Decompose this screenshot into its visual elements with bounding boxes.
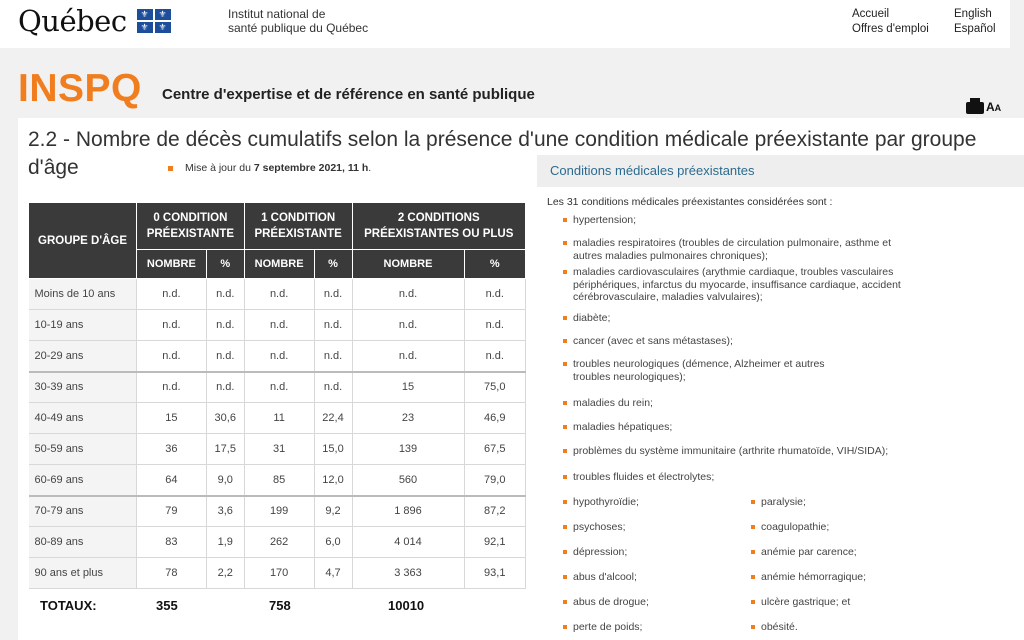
value-cell: 17,5 xyxy=(206,434,244,465)
value-cell: n.d. xyxy=(352,310,464,341)
table-row xyxy=(29,558,526,589)
value-cell: 15,0 xyxy=(314,434,352,465)
age-group-cell: 60-69 ans xyxy=(29,465,137,496)
value-cell: 6,0 xyxy=(314,527,352,558)
table-row xyxy=(29,496,526,527)
link-accueil[interactable]: Accueil xyxy=(852,8,890,20)
condition-item: psychoses; xyxy=(573,521,626,533)
value-cell: 92,1 xyxy=(464,527,526,558)
condition-item: obésité. xyxy=(761,621,798,633)
condition-item: hypothyroïdie; xyxy=(573,496,639,508)
value-cell: n.d. xyxy=(137,310,207,341)
value-cell: 67,5 xyxy=(464,434,526,465)
value-cell: 31 xyxy=(244,434,314,465)
age-group-cell: 90 ans et plus xyxy=(29,558,137,589)
value-cell: 170 xyxy=(244,558,314,589)
value-cell: 15 xyxy=(352,372,464,403)
condition-item: paralysie; xyxy=(761,496,806,508)
age-group-cell: Moins de 10 ans xyxy=(29,279,137,310)
value-cell: n.d. xyxy=(464,310,526,341)
age-group-cell: 10-19 ans xyxy=(29,310,137,341)
value-cell: 262 xyxy=(244,527,314,558)
table-row xyxy=(29,372,526,403)
value-cell: n.d. xyxy=(137,372,207,403)
deaths-table xyxy=(28,202,526,589)
condition-item: coagulopathie; xyxy=(761,521,830,533)
header-2-conditions: 2 CONDITIONS PRÉEXISTANTES OU PLUS xyxy=(352,203,526,250)
condition-item: abus d'alcool; xyxy=(573,571,637,583)
value-cell: 1 896 xyxy=(352,496,464,527)
total-2-conditions: 10010 xyxy=(388,598,425,613)
value-cell: n.d. xyxy=(206,279,244,310)
value-cell: 3,6 xyxy=(206,496,244,527)
value-cell: n.d. xyxy=(244,310,314,341)
value-cell: 46,9 xyxy=(464,403,526,434)
condition-item: diabète; xyxy=(573,312,893,325)
condition-item: abus de drogue; xyxy=(573,596,649,608)
value-cell: 83 xyxy=(137,527,207,558)
condition-item: maladies du rein; xyxy=(573,397,893,410)
quebec-wordmark: Québec xyxy=(18,4,127,38)
value-cell: 11 xyxy=(244,403,314,434)
bullet-icon xyxy=(168,166,173,171)
condition-item: perte de poids; xyxy=(573,621,643,633)
value-cell: n.d. xyxy=(314,341,352,372)
link-espanol[interactable]: Español xyxy=(954,23,996,35)
value-cell: n.d. xyxy=(137,341,207,372)
value-cell: 199 xyxy=(244,496,314,527)
quebec-logo[interactable] xyxy=(18,4,171,38)
value-cell: 9,2 xyxy=(314,496,352,527)
value-cell: n.d. xyxy=(464,341,526,372)
value-cell: n.d. xyxy=(244,341,314,372)
link-offres-emploi[interactable]: Offres d'emploi xyxy=(852,23,929,35)
font-size-toggle[interactable]: AA xyxy=(986,100,1002,114)
value-cell: 23 xyxy=(352,403,464,434)
value-cell: 64 xyxy=(137,465,207,496)
inspq-logo[interactable]: INSPQ xyxy=(18,67,142,110)
value-cell: 12,0 xyxy=(314,465,352,496)
table-row xyxy=(29,310,526,341)
condition-item: troubles neurologiques (démence, Alzheimer et autres troubles neurologiques); xyxy=(573,358,833,383)
value-cell: n.d. xyxy=(206,341,244,372)
value-cell: n.d. xyxy=(137,279,207,310)
value-cell: n.d. xyxy=(314,310,352,341)
value-cell: 36 xyxy=(137,434,207,465)
value-cell: 1,9 xyxy=(206,527,244,558)
value-cell: 30,6 xyxy=(206,403,244,434)
value-cell: n.d. xyxy=(244,279,314,310)
value-cell: 87,2 xyxy=(464,496,526,527)
condition-item: maladies cardiovasculaires (arythmie cardiaque, troubles vasculaires périphériques, infarctus du myocarde, insuffisance cardiaque, accident cérébrovasculaire, maladies valvulaires); xyxy=(573,266,933,304)
table-row xyxy=(29,527,526,558)
condition-item: maladies hépatiques; xyxy=(573,421,893,434)
age-group-cell: 20-29 ans xyxy=(29,341,137,372)
age-group-cell: 50-59 ans xyxy=(29,434,137,465)
value-cell: 22,4 xyxy=(314,403,352,434)
sidebar-intro: Les 31 conditions médicales préexistantes considérées sont : xyxy=(547,196,833,208)
subheader-pct: % xyxy=(206,250,244,279)
value-cell: n.d. xyxy=(352,341,464,372)
subheader-nombre: NOMBRE xyxy=(137,250,207,279)
header-1-condition: 1 CONDITION PRÉEXISTANTE xyxy=(244,203,352,250)
value-cell: n.d. xyxy=(206,310,244,341)
value-cell: n.d. xyxy=(314,279,352,310)
inspq-tagline: Centre d'expertise et de référence en santé publique xyxy=(162,86,535,103)
print-icon[interactable] xyxy=(966,102,984,114)
value-cell: 75,0 xyxy=(464,372,526,403)
condition-item: dépression; xyxy=(573,546,628,558)
age-group-cell: 40-49 ans xyxy=(29,403,137,434)
value-cell: 85 xyxy=(244,465,314,496)
fleur-de-lys-flag-icon: ⚜ ⚜ ⚜ ⚜ xyxy=(137,9,171,33)
subheader-pct: % xyxy=(464,250,526,279)
table-row xyxy=(29,465,526,496)
table-row xyxy=(29,341,526,372)
table-row xyxy=(29,434,526,465)
condition-item: hypertension; xyxy=(573,214,893,227)
institute-name[interactable]: Institut national de santé publique du Québec xyxy=(228,7,369,35)
top-links-left xyxy=(852,7,929,37)
value-cell: 2,2 xyxy=(206,558,244,589)
value-cell: 93,1 xyxy=(464,558,526,589)
value-cell: 139 xyxy=(352,434,464,465)
header-age-group: GROUPE D'ÂGE xyxy=(29,203,137,279)
total-0-condition: 355 xyxy=(156,598,178,613)
condition-item: anémie hémorragique; xyxy=(761,571,867,583)
value-cell: n.d. xyxy=(352,279,464,310)
condition-item: maladies respiratoires (troubles de circulation pulmonaire, asthme et autres maladies pulmonaires chroniques); xyxy=(573,237,892,262)
age-group-cell: 70-79 ans xyxy=(29,496,137,527)
table-row xyxy=(29,279,526,310)
value-cell: 4 014 xyxy=(352,527,464,558)
condition-item: troubles fluides et électrolytes; xyxy=(573,471,893,484)
sidebar-title: Conditions médicales préexistantes xyxy=(537,155,1024,187)
value-cell: 15 xyxy=(137,403,207,434)
subheader-pct: % xyxy=(314,250,352,279)
age-group-cell: 30-39 ans xyxy=(29,372,137,403)
value-cell: n.d. xyxy=(206,372,244,403)
condition-item: problèmes du système immunitaire (arthrite rhumatoïde, VIH/SIDA); xyxy=(573,445,933,458)
page-title: 2.2 - Nombre de décès cumulatifs selon la présence d'une condition médicale préexistante par groupe d'âge xyxy=(28,128,977,179)
totals-label: TOTAUX: xyxy=(40,598,97,613)
value-cell: 4,7 xyxy=(314,558,352,589)
condition-item: cancer (avec et sans métastases); xyxy=(573,335,893,348)
value-cell: 560 xyxy=(352,465,464,496)
value-cell: 78 xyxy=(137,558,207,589)
header-0-condition: 0 CONDITION PRÉEXISTANTE xyxy=(137,203,245,250)
value-cell: n.d. xyxy=(314,372,352,403)
subheader-nombre: NOMBRE xyxy=(352,250,464,279)
conditions-sidebar xyxy=(537,155,1024,640)
value-cell: 9,0 xyxy=(206,465,244,496)
value-cell: 3 363 xyxy=(352,558,464,589)
condition-item: anémie par carence; xyxy=(761,546,857,558)
condition-item: ulcère gastrique; et xyxy=(761,596,851,608)
table-row xyxy=(29,403,526,434)
value-cell: n.d. xyxy=(244,372,314,403)
page-tools xyxy=(966,100,1001,114)
subheader-nombre: NOMBRE xyxy=(244,250,314,279)
value-cell: n.d. xyxy=(464,279,526,310)
age-group-cell: 80-89 ans xyxy=(29,527,137,558)
top-links-right xyxy=(954,7,996,37)
total-1-condition: 758 xyxy=(269,598,291,613)
value-cell: 79 xyxy=(137,496,207,527)
government-bar xyxy=(0,0,1010,48)
update-info: Mise à jour du 7 septembre 2021, 11 h. xyxy=(168,162,371,174)
link-english[interactable]: English xyxy=(954,8,992,20)
value-cell: 79,0 xyxy=(464,465,526,496)
